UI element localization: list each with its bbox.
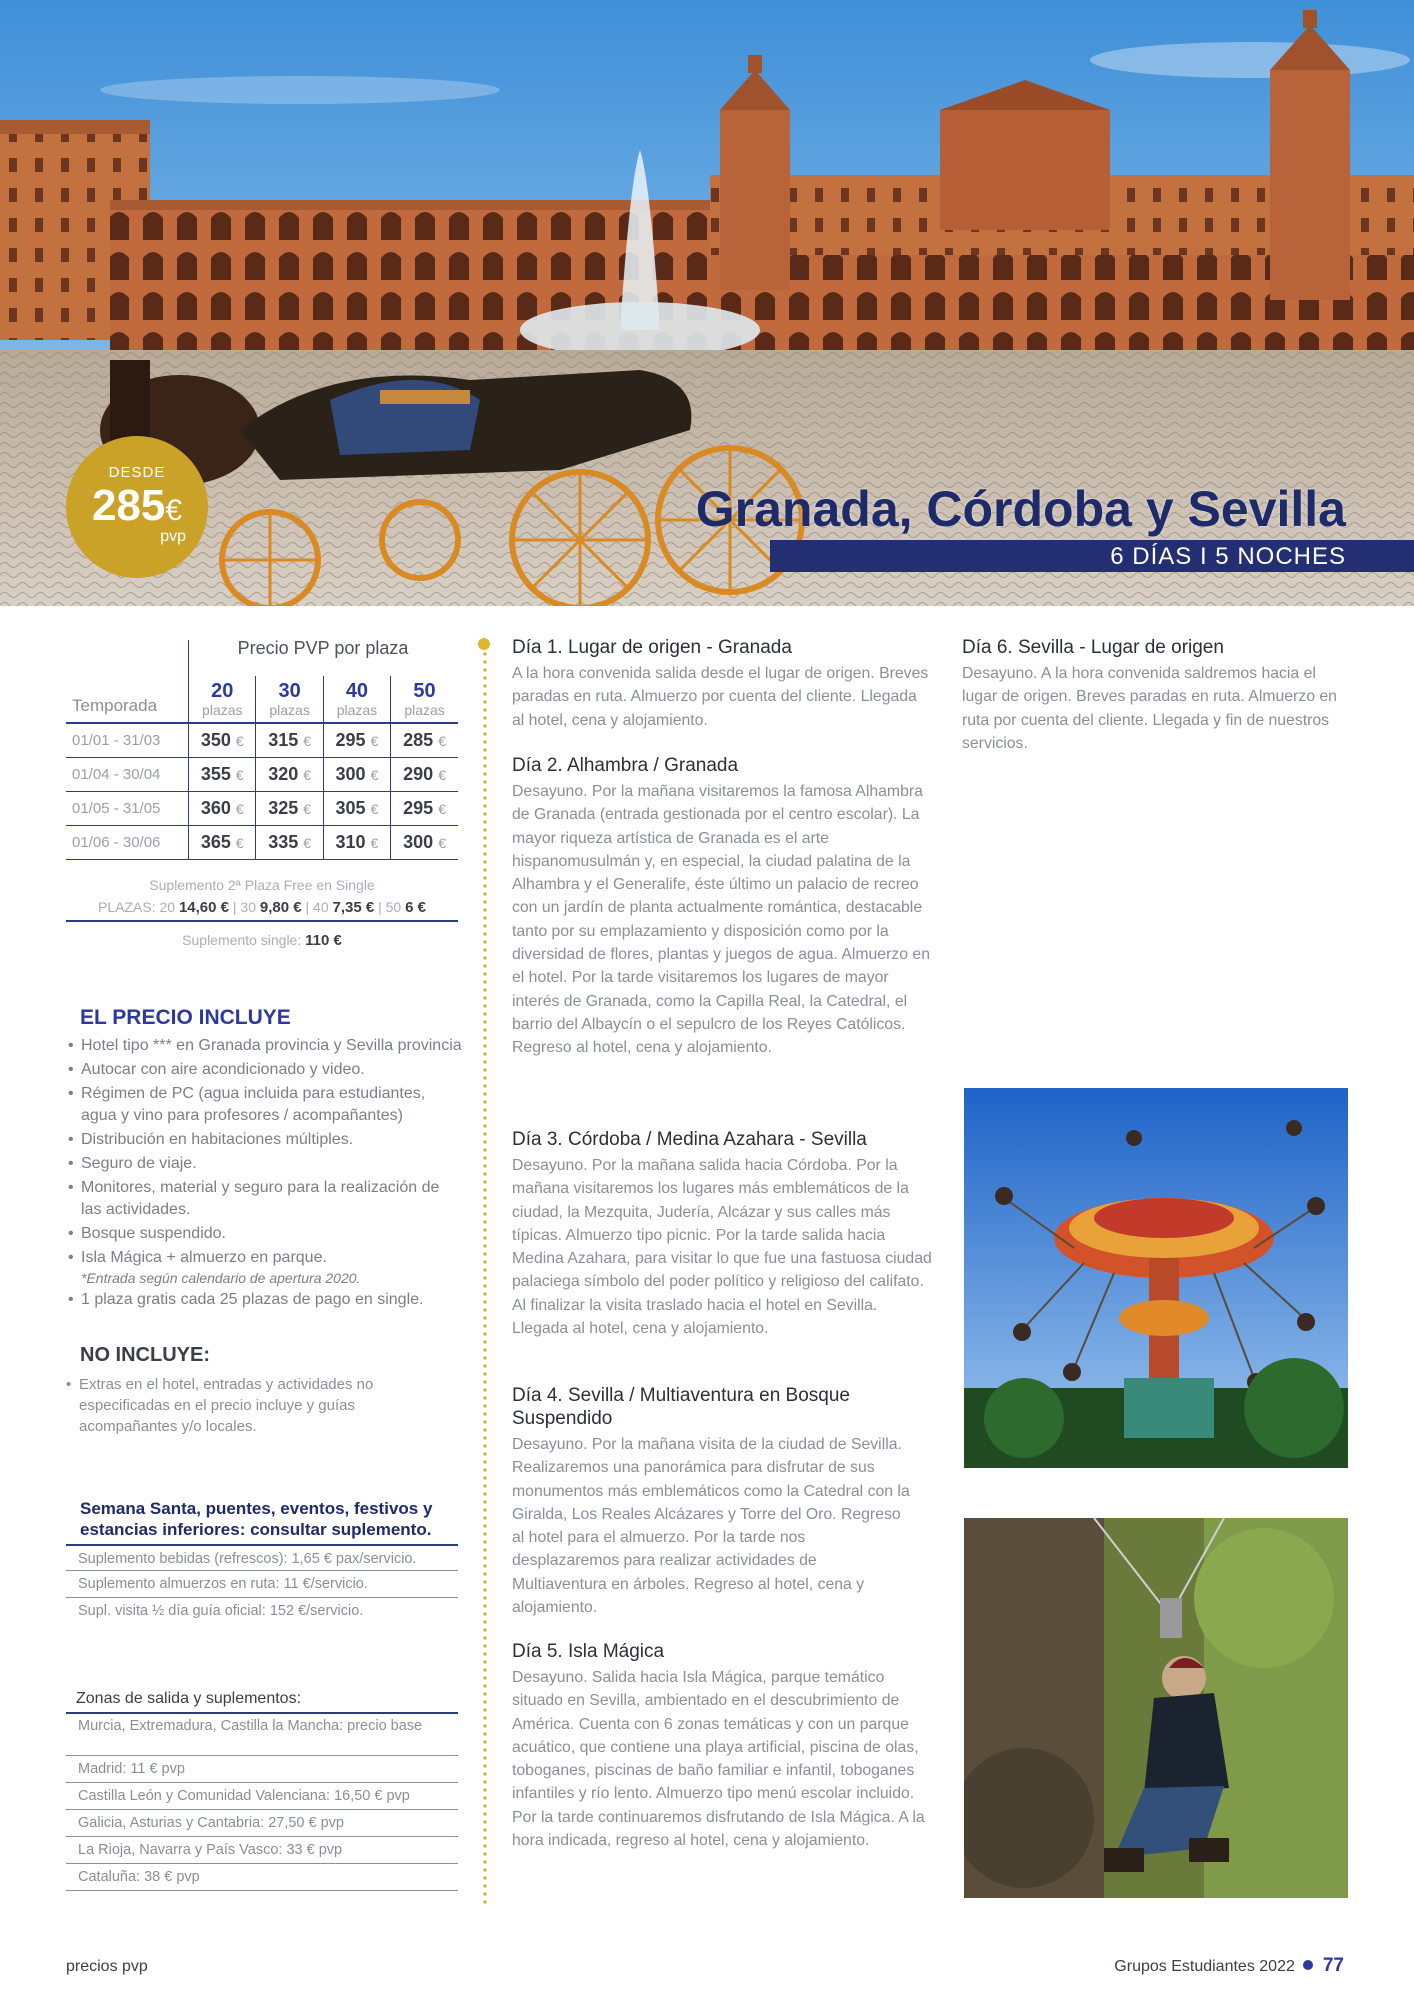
free-place-supplement [66, 874, 458, 919]
capacity-50: 50 plazas [391, 676, 458, 723]
badge-unit: pvp [160, 528, 186, 545]
price-cell: 300 € [391, 825, 458, 859]
list-item: Castilla León y Comunidad Valenciana: 16,50 € pvp [66, 1783, 458, 1810]
badge-currency: € [165, 494, 183, 527]
day-5 [512, 1640, 932, 1852]
list-item: • Autocar con aire acondicionado y video. [66, 1059, 462, 1081]
season-supplement-list [66, 1544, 458, 1625]
day-2 [512, 754, 932, 1060]
list-item: Supl. visita ½ día guía oficial: 152 €/servicio. [78, 1603, 364, 1619]
price-cell: 350 € [189, 723, 256, 757]
list-item: • Distribución en habitaciones múltiples. [66, 1129, 462, 1151]
price-badge [66, 436, 208, 578]
table-row [66, 723, 458, 757]
list-item: Suplemento almuerzos en ruta: 11 €/servicio. [66, 1571, 458, 1598]
zones-title: Zonas de salida y suplementos: [76, 1690, 302, 1707]
price-cell: 300 € [323, 757, 390, 791]
excludes-text: • Extras en el hotel, entradas y actividades no especificadas en el precio incluye y guías acompañantes y/o locales. [66, 1374, 416, 1437]
day-6 [962, 636, 1354, 755]
free-supplement-title: Suplemento 2ª Plaza Free en Single [149, 877, 375, 893]
price-table [66, 676, 458, 860]
season-column-header: Temporada [66, 676, 189, 723]
day-text: Desayuno. Por la mañana salida hacia Córdoba. Por la mañana visitaremos los lugares más emblemáticos de la ciudad, la Mezquita, Judería, Alcázar y sus calles más típicas. Almuerzo tipo picnic. Por la tarde salida hacia Medina Azahara, para visitar lo que fue una fastuosa ciudad palaciega símbolo del poder político y religioso del califato. Al finalizar la visita traslado hacia el hotel en Sevilla. Llegada al hotel, cena y alojamiento. [512, 1157, 932, 1338]
season-dates: 01/04 - 30/04 [66, 757, 189, 791]
list-item: La Rioja, Navarra y País Vasco: 33 € pvp [66, 1837, 458, 1864]
price-cell: 290 € [391, 757, 458, 791]
price-cell: 315 € [256, 723, 323, 757]
isla-note: *Entrada según calendario de apertura 2020. [81, 1270, 361, 1286]
list-item: • Régimen de PC (agua incluida para estudiantes, agua y vino para profesores / acompañantes) [66, 1083, 462, 1127]
list-item: Suplemento bebidas (refrescos): 1,65 € pax/servicio. [66, 1544, 458, 1571]
season-supplement-title: Semana Santa, puentes, eventos, festivos y estancias inferiores: consultar suplemento. [80, 1499, 433, 1539]
list-item: Cataluña: 38 € pvp [66, 1864, 458, 1891]
includes-title: EL PRECIO INCLUYE [80, 1006, 291, 1029]
day-text: A la hora convenida salida desde el lugar de origen. Breves paradas en ruta. Almuerzo por cuenta del cliente. Llegada al hotel, cena y alojamiento. [512, 665, 929, 729]
list-item: Madrid: 11 € pvp [66, 1756, 458, 1783]
price-cell: 360 € [189, 791, 256, 825]
list-item: Murcia, Extremadura, Castilla la Mancha: precio base [66, 1712, 458, 1756]
price-cell: 305 € [323, 791, 390, 825]
price-cell: 295 € [323, 723, 390, 757]
price-cell: 365 € [189, 825, 256, 859]
day-3 [512, 1128, 932, 1340]
includes-list [66, 1035, 462, 1313]
list-item: Galicia, Asturias y Cantabria: 27,50 € pvp [66, 1810, 458, 1837]
badge-amount [66, 481, 208, 533]
day-4 [512, 1384, 912, 1619]
page-title: Granada, Córdoba y Sevilla [695, 481, 1346, 537]
zones-list [66, 1712, 458, 1891]
swing-ride-photo [964, 1088, 1348, 1468]
page-number: 77 [1322, 1955, 1344, 1976]
price-cell: 320 € [256, 757, 323, 791]
zipline-photo [964, 1518, 1348, 1898]
day-heading: Día 4. Sevilla / Multiaventura en Bosque Suspendido [512, 1385, 850, 1429]
footer-publication: Grupos Estudiantes 2022 [1114, 1958, 1295, 1975]
day-text: Desayuno. Salida hacia Isla Mágica, parque temático situado en Sevilla, ambientado en el descubrimiento de América. Cuenta con 6 zonas temáticas y con un parque acuático, que contiene una playa artificial, piscina de olas, toboganes, piscinas de baño familiar e infantil, toboganes infantiles y río lento. Almuerzo tipo menú escolar incluido. Por la tarde continuaremos disfrutando de Isla Mágica. A la hora indicada, regreso al hotel, cena y alojamiento. [512, 1669, 925, 1850]
list-item: • Isla Mágica + almuerzo en parque. *Entrada según calendario de apertura 2020. [66, 1247, 462, 1287]
capacity-30: 30 plazas [256, 676, 323, 723]
list-item: • Monitores, material y seguro para la realización de las actividades. [66, 1177, 462, 1221]
list-item: • Hotel tipo *** en Granada provincia y Sevilla provincia [66, 1035, 462, 1057]
footer-left: precios pvp [66, 1958, 148, 1975]
price-cell: 285 € [391, 723, 458, 757]
day-text: Desayuno. Por la mañana visitaremos la famosa Alhambra de Granada (entrada gestionada por el centro escolar). La mayor riqueza artística de Granada es el arte hispanomusulmán y, en especial, la ciudad palatina de la Alhambra y el Generalife, éste último un palacio de recreo con un jardín de planta actualmente romántica, destacable tanto por su emplazamiento y disposición como por la diversidad de flores, plantas y juegos de agua. Almuerzo en el hotel. Por la tarde visitaremos los lugares de mayor interés de Granada, como la Capilla Real, la Catedral, el barrio del Albaycín o el sepulcro de los Reyes Católicos. Regreso al hotel, cena y alojamiento. [512, 783, 931, 1057]
day-heading: Día 6. Sevilla - Lugar de origen [962, 637, 1224, 658]
free-supplement-values: PLAZAS: 20 14,60 € | 30 9,80 € | 40 7,35 € | 50 6 € [98, 899, 426, 916]
day-heading: Día 3. Córdoba / Medina Azahara - Sevilla [512, 1129, 867, 1150]
price-cell: 335 € [256, 825, 323, 859]
badge-amount-value: 285 [91, 481, 166, 530]
single-supplement: Suplemento single: 110 € [182, 932, 342, 949]
day-text: Desayuno. Por la mañana visita de la ciudad de Sevilla. Realizaremos una panorámica para disfrutar de sus monumentos más emblemáticos como la Catedral con la Giralda, Los Reales Alcázares y Torre del Oro. Regreso al hotel para el almuerzo. Por la tarde nos desplazaremos para realizar actividades de Multiaventura en árboles. Regreso al hotel, cena y alojamiento. [512, 1436, 910, 1617]
price-cell: 295 € [391, 791, 458, 825]
capacity-20: 20 plazas [189, 676, 256, 723]
excludes-title: NO INCLUYE: [80, 1344, 210, 1366]
footer-dot-icon [1303, 1960, 1313, 1970]
price-cell: 355 € [189, 757, 256, 791]
divider-cap-icon [478, 638, 490, 650]
day-heading: Día 1. Lugar de origen - Granada [512, 637, 792, 658]
price-cell: 310 € [323, 825, 390, 859]
divider [66, 920, 458, 922]
page-subtitle: 6 DÍAS I 5 NOCHES [1110, 543, 1346, 570]
price-table-header: Precio PVP por plaza [237, 638, 409, 658]
list-item: • Bosque suspendido. [66, 1223, 462, 1245]
season-dates: 01/05 - 31/05 [66, 791, 189, 825]
table-row [66, 757, 458, 791]
capacity-40: 40 plazas [323, 676, 390, 723]
season-dates: 01/01 - 31/03 [66, 723, 189, 757]
dotted-divider [483, 642, 487, 1904]
price-cell: 325 € [256, 791, 323, 825]
day-text: Desayuno. A la hora convenida saldremos hacia el lugar de origen. Breves paradas en ruta. Almuerzo en ruta por cuenta del cliente. Llegada y fin de nuestros servicios. [962, 665, 1337, 752]
day-heading: Día 5. Isla Mágica [512, 1641, 665, 1662]
season-dates: 01/06 - 30/06 [66, 825, 189, 859]
day-heading: Día 2. Alhambra / Granada [512, 755, 739, 776]
day-1 [512, 636, 932, 732]
table-row [66, 825, 458, 859]
table-row [66, 791, 458, 825]
badge-desde: DESDE [108, 464, 166, 481]
footer-right [1114, 1955, 1344, 1977]
hero-image [0, 0, 1414, 606]
list-item: • Seguro de viaje. [66, 1153, 462, 1175]
list-item: • 1 plaza gratis cada 25 plazas de pago en single. [66, 1289, 462, 1311]
